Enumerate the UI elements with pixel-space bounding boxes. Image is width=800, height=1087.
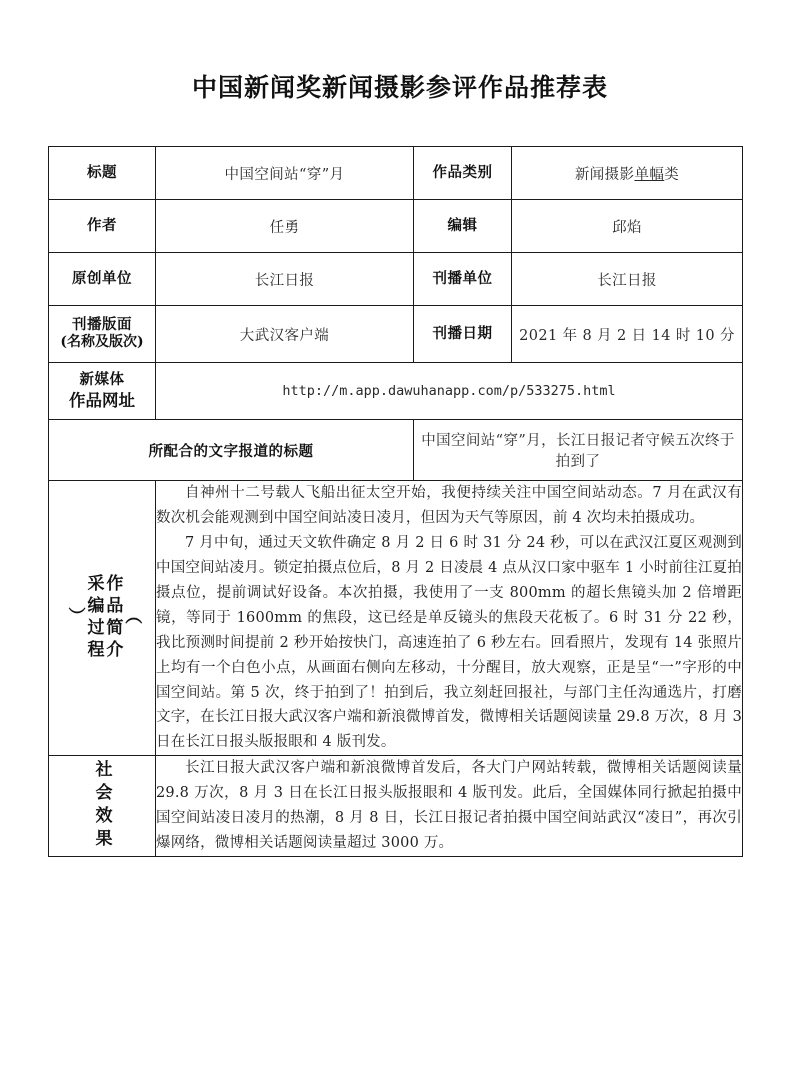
value-related-headline: 中国空间站“穿”月，长江日报记者守候五次终于拍到了 bbox=[414, 420, 743, 481]
social-effect-body bbox=[156, 756, 743, 857]
social-effect-label-text: 社会效果 bbox=[91, 760, 112, 853]
label-title: 标题 bbox=[49, 147, 156, 200]
label-url-line2: 作品网址 bbox=[69, 390, 135, 410]
summary-paragraph-1: 自神州十二号载人飞船出征太空开始，我便持续关注中国空间站动态。7 月在武汉有数次机会能观测到中国空间站凌日凌月，但因为天气等原因，前 4 次均未拍摄成功。 bbox=[156, 485, 742, 526]
value-original-unit: 长江日报 bbox=[156, 253, 414, 306]
table-row-title bbox=[49, 147, 743, 200]
label-original-unit: 原创单位 bbox=[49, 253, 156, 306]
value-new-media-url[interactable]: http://m.app.dawuhanapp.com/p/533275.html bbox=[156, 363, 743, 420]
summary-body bbox=[156, 481, 743, 756]
table-row-author bbox=[49, 200, 743, 253]
label-social-effect bbox=[49, 756, 156, 857]
value-author: 任勇 bbox=[156, 200, 414, 253]
category-prefix: 新闻摄影 bbox=[574, 166, 635, 183]
social-effect-paragraph-1: 长江日报大武汉客户端和新浪微博首发后，各大门户网站转载，微博相关话题阅读量 29.8 万次，8 月 3 日在长江日报头版报眼和 4 版刊发。此后，全国媒体同行掀起拍摄中国空间站凌日凌月的热潮，8 月 8 日，长江日报记者拍摄中国空间站武汉“凌日”，再次引爆网络，微博相关话题阅读量超过 3000 万。 bbox=[156, 760, 742, 852]
social-effect-label-wrap bbox=[49, 760, 155, 852]
table-row-social-effect bbox=[49, 756, 743, 857]
label-related-headline: 所配合的文字报道的标题 bbox=[49, 420, 414, 481]
table-row-summary bbox=[49, 481, 743, 756]
summary-paren-close: ） bbox=[64, 607, 85, 630]
label-publish-date: 刊播日期 bbox=[414, 306, 512, 363]
table-row-related-headline bbox=[49, 420, 743, 481]
label-summary bbox=[49, 481, 156, 756]
summary-vertical-label-wrap bbox=[49, 574, 155, 662]
value-publish-unit: 长江日报 bbox=[512, 253, 743, 306]
label-category: 作品类别 bbox=[414, 147, 512, 200]
label-new-media-url bbox=[49, 363, 156, 420]
summary-label-col4 bbox=[65, 607, 83, 629]
label-edition-main: 刊播版面 bbox=[72, 315, 132, 333]
page-title: 中国新闻奖新闻摄影参评作品推荐表 bbox=[191, 73, 608, 102]
value-publish-date: 2021 年 8 月 2 日 14 时 10 分 bbox=[512, 306, 743, 363]
label-edition-sub: (名称及版次) bbox=[60, 334, 144, 351]
table-row-url bbox=[49, 363, 743, 420]
label-url-line1: 新媒体 bbox=[79, 371, 125, 389]
table-row-edition bbox=[49, 306, 743, 363]
value-title: 中国空间站“穿”月 bbox=[156, 147, 414, 200]
table-row-original-unit bbox=[49, 253, 743, 306]
value-category bbox=[512, 147, 743, 200]
summary-paren-open: （ bbox=[121, 607, 142, 630]
value-edition: 大武汉客户端 bbox=[156, 306, 414, 363]
category-underlined: 单幅 bbox=[634, 166, 665, 183]
category-suffix: 类 bbox=[664, 166, 680, 183]
value-editor: 邱焰 bbox=[512, 200, 743, 253]
label-edition bbox=[49, 306, 156, 363]
label-editor: 编辑 bbox=[414, 200, 512, 253]
summary-label-col3: 采编过程 bbox=[83, 574, 104, 663]
recommendation-form-table bbox=[48, 146, 743, 857]
summary-label-col2: 作品简介 bbox=[102, 574, 123, 663]
summary-paragraph-2: 7 月中旬，通过天文软件确定 8 月 2 日 6 时 31 分 24 秒，可以在武汉江夏区观测到中国空间站凌月。锁定拍摄点位后，8 月 2 日凌晨 4 点从汉口家中驱车 1 小时前往江夏拍摄点位，提前调试好设备。本次拍摄，我使用了一支 800mm 的超长焦镜头加 2 倍增距镜，等同于 1600mm 的焦段，这已经是单反镜头的焦段天花板了。6 时 31 分 22 秒，我比预测时间提前 2 秒开始按快门，高速连拍了 6 秒左右。回看照片，发现有 14 张照片上均有一个白色小点，从画面右侧向左移动，十分醒目，放大观察，正是呈“一”字形的中国空间站。第 5 次，终于拍到了！拍到后，我立刻赶回报社，与部门主任沟通选片，打磨文字，在长江日报大武汉客户端和新浪微博首发，微博相关话题阅读量 29.8 万次，8 月 3 日在长江日报头版报眼和 4 版刊发。 bbox=[156, 534, 742, 751]
summary-label-col1 bbox=[121, 607, 142, 630]
label-publish-unit: 刊播单位 bbox=[414, 253, 512, 306]
label-author: 作者 bbox=[49, 200, 156, 253]
